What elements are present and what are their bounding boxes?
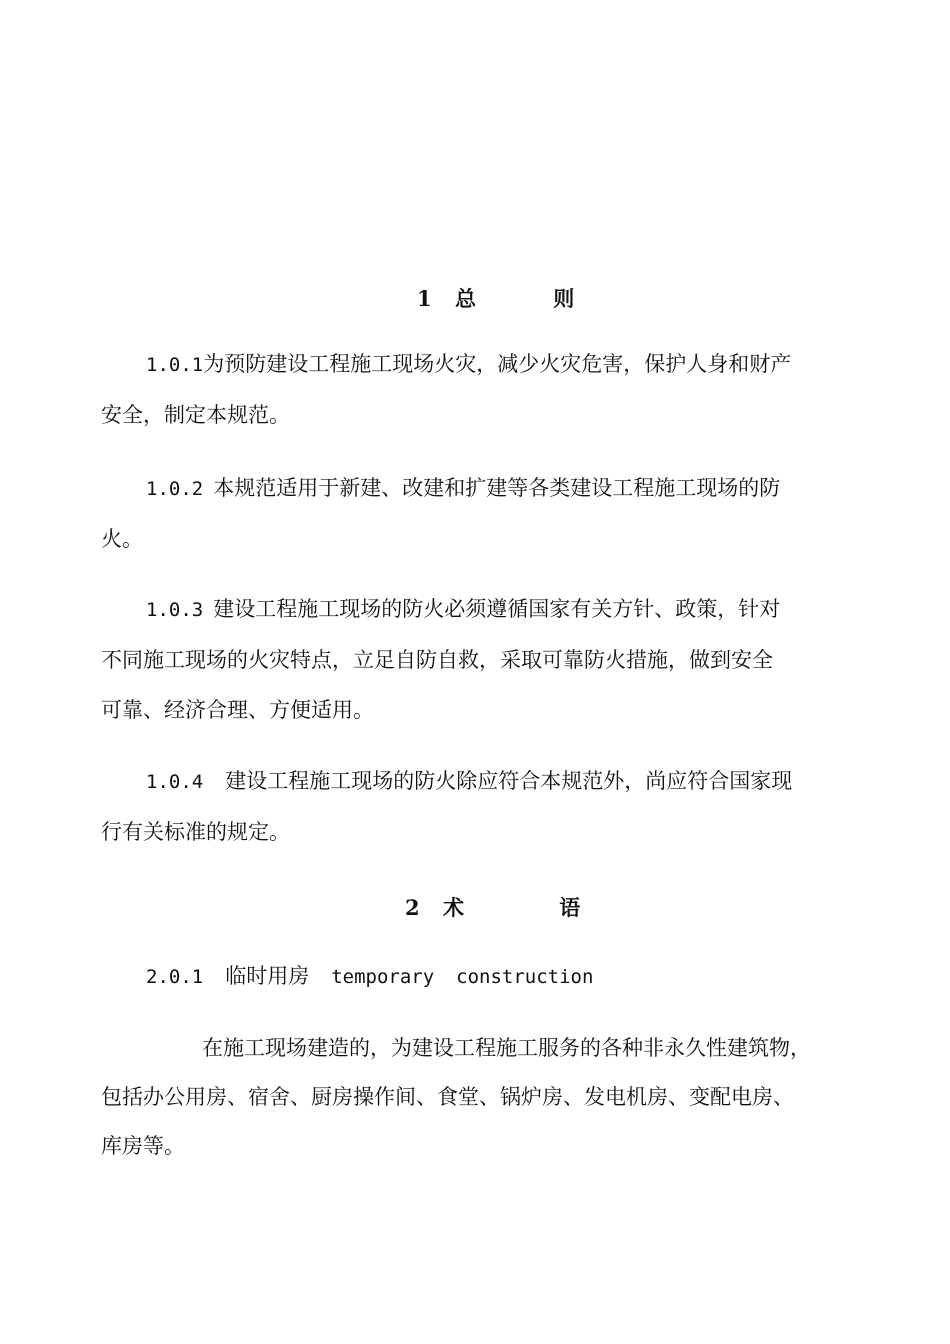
term-2-0-1-def-text-2: 包括办公用房、宿舍、厨房操作间、食堂、锅炉房、发电机房、变配电房、 — [101, 1085, 794, 1109]
term-2-0-1-def-line-3 — [101, 1136, 185, 1157]
chapter-1-title-char-1: 总 — [454, 286, 476, 311]
clause-1-0-2-text-2: 火。 — [101, 527, 143, 551]
chapter-1-heading — [417, 283, 574, 313]
term-2-0-1-term-en-1: temporary — [331, 966, 435, 988]
chapter-2-number: 2 — [405, 895, 420, 920]
term-2-0-1-def-text-1: 在施工现场建造的，为建设工程施工服务的各种非永久性建筑物， — [202, 1036, 811, 1060]
term-2-0-1-def-text-3: 库房等。 — [101, 1134, 185, 1158]
clause-1-0-2-text-1: 本规范适用于新建、改建和扩建等各类建设工程施工现场的防 — [213, 476, 781, 500]
clause-1-0-2-line-1 — [146, 478, 780, 499]
clause-1-0-2-line-2 — [101, 529, 143, 550]
clause-1-0-4-line-2 — [101, 822, 290, 843]
chapter-2-title-char-1: 术 — [442, 895, 464, 920]
clause-1-0-1-text-2: 安全，制定本规范。 — [101, 403, 290, 427]
term-2-0-1-def-line-2 — [101, 1087, 794, 1108]
clause-1-0-3-line-2 — [101, 650, 773, 671]
clause-1-0-4-text-2: 行有关标准的规定。 — [101, 820, 290, 844]
term-2-0-1-term-en-2: construction — [456, 966, 594, 988]
clause-1-0-3-text-3: 可靠、经济合理、方便适用。 — [101, 698, 374, 722]
clause-1-0-1-line-2 — [101, 405, 290, 426]
clause-1-0-1-text-1: 为预防建设工程施工现场火灾，减少火灾危害，保护人身和财产 — [203, 352, 792, 376]
clause-1-0-3-line-3 — [101, 700, 374, 721]
clause-1-0-4-line-1 — [146, 771, 792, 792]
clause-1-0-3-text-2: 不同施工现场的火灾特点，立足自防自救，采取可靠防火措施，做到安全 — [101, 648, 773, 672]
clause-1-0-3-line-1 — [146, 599, 780, 620]
clause-1-0-1-line-1 — [146, 354, 791, 375]
term-2-0-1-term-cn: 临时用房 — [225, 964, 310, 988]
term-2-0-1-line — [146, 966, 593, 987]
clause-1-0-4-number: 1.0.4 — [146, 771, 204, 793]
chapter-2-title-char-2: 语 — [559, 895, 581, 920]
clause-1-0-3-text-1: 建设工程施工现场的防火必须遵循国家有关方针、政策，针对 — [213, 597, 781, 621]
term-2-0-1-def-line-1 — [202, 1038, 811, 1059]
chapter-1-number: 1 — [417, 286, 432, 311]
chapter-1-title-char-2: 则 — [553, 286, 575, 311]
clause-1-0-4-text-1: 建设工程施工现场的防火除应符合本规范外，尚应符合国家现 — [225, 769, 793, 793]
term-2-0-1-number: 2.0.1 — [146, 966, 204, 988]
clause-1-0-3-number: 1.0.3 — [146, 599, 204, 621]
clause-1-0-1-number: 1.0.1 — [146, 354, 204, 376]
chapter-2-heading — [405, 892, 580, 922]
clause-1-0-2-number: 1.0.2 — [146, 478, 204, 500]
